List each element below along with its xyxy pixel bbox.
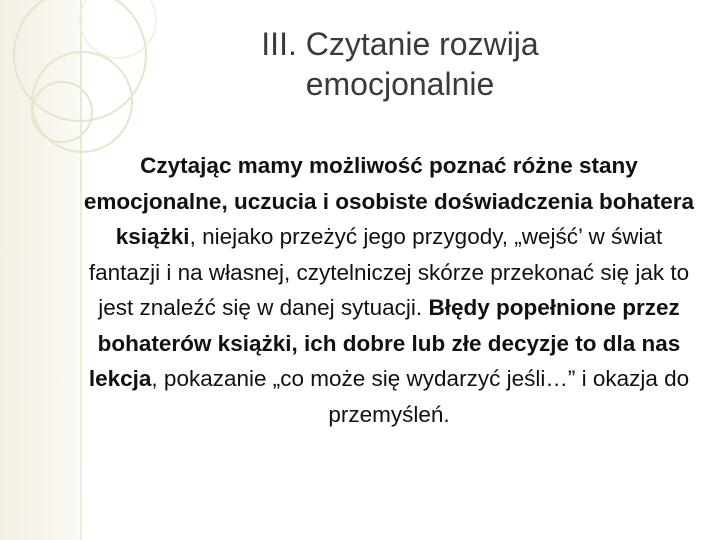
slide-title bbox=[180, 24, 620, 104]
small-ring bbox=[32, 82, 92, 142]
body-text-1: , niejako przeżyć jego przygody, „wejść’ w świat fantazji i na własnej, czytelniczej skórze przekonać się jak to jest znaleźć się w danej sytuacji. bbox=[88, 224, 690, 320]
title-line-2: emocjonalnie bbox=[305, 66, 495, 102]
faint-ring bbox=[80, 0, 156, 58]
body-text-2: , pokazanie „co może się wydarzyć jeśli…” i okazja do przemyśleń. bbox=[151, 366, 690, 427]
slide-body-paragraph bbox=[78, 148, 700, 432]
title-line-1: III. Czytanie rozwija bbox=[261, 26, 539, 62]
body-bold-2: Błędy popełnione przez bohaterów książki, ich dobre lub złe decyzje to dla nas lekcja bbox=[88, 295, 681, 391]
body-bold-1: Czytając mamy możliwość poznać różne stany emocjonalne, uczucia i osobiste doświadczenia bohatera książki bbox=[83, 153, 695, 249]
